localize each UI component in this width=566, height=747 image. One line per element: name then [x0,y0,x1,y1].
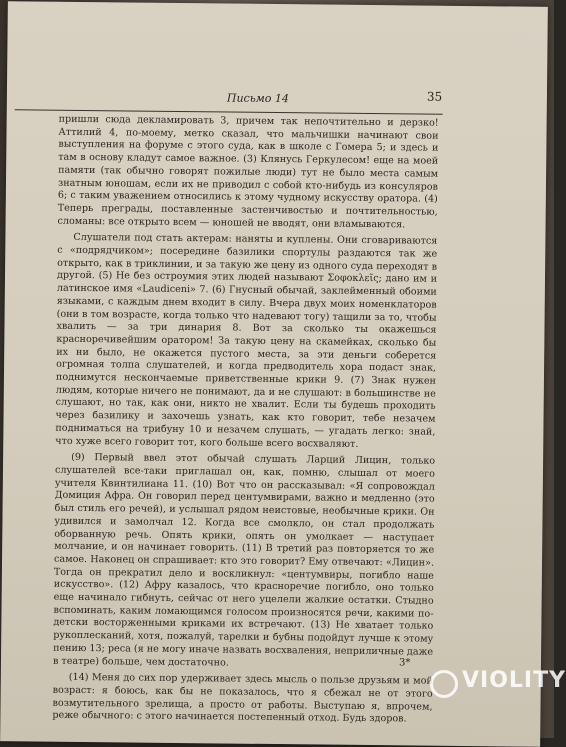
paragraph: пришли сюда декламировать 3, причем так непочтительно и дерзко! Аттилий 4, по-моему, метко сказал, что мальчишки начинают свои выступления на форуме с этого суда, как в школе с Гомера 5; и здесь и там в основу кладут самое важное. (3) Клянусь Геркулесом! еще на моей памяти (так обычно говорят пожилые люди) тут не было места самым знатным юношам, если их не приводил с собой кто-нибудь из консуляров 6; с таким уважением относились к этому чудному искусству оратора. (4) Теперь преграды, поставленные застенчивостью и почтительностью, сломаны: все открыто всем — юношей не вводят, они вламываются. [57,113,439,230]
watermark-logo-icon [430,670,458,698]
header-title: Письмо 14 [226,91,290,106]
body-text [52,114,438,727]
book-page [0,1,548,747]
watermark [430,664,566,704]
paragraph: (9) Первый ввел этот обычай слушать Ларций Лицин, только слушателей все-таки приглашал он, как, помню, слышал от моего учителя Квинтилиана 11. (10) Вот что он рассказывал: «Я сопровождал Домиция Афра. Он говорил перед центумвирами, важно и медленно (это был стиль его речей), и услышал рядом неистовые, необычные крики. Он удивился и замолчал 12. Когда все смолкло, он стал продолжать оборванную речь. Опять крики, опять он умолкает — наступает молчание, и он начинает говорить. (11) В третий раз повторяется то же самое. Наконец он спрашивает: кто это говорит? Ему отвечают: «Лицин». Тогда он прекратил дело и воскликнул: «центумвиры, погибло наше искусство». (12) Афру казалось, что красноречие погибло, оно только еще начинало гибнуть, сейчас от него уцелели жалкие остатки. Стыдно вспоминать, каким ломающимся голосом произносятся речи, какими по-детски восторженными криками их встречают. (13) Не хватает только рукоплесканий, хотя, пожалуй, тарелки и бубны подойдут лучше к этому пению 13; реса (я не могу иначе назвать восхваления, неприличные даже в театре) больше, чем достаточно. [52,452,436,669]
paragraph: Слушатели под стать актерам: наняты и куплены. Они сговариваются с «подрядчиком»; посередине базилики спортулы раздаются так же открыто, как в триклинии, и за такую же цену из одного суда переходят в другой. (5) Не без остроумия этих людей называют Σοφοκλεῖς; дано им и латинское имя «Laudiceni» 7. (6) Гнусный обычай, заклейменный обоими языками, с каждым днем входит в силу. Вчера двух моих номенклаторов (они в том возрасте, когда только что надевают тогу) тащили за то, чтобы хвалить — за три динария 8. Вот за сколько ты окажешься красноречивейшим оратором! За такую цену на скамейках, сколько бы их ни было, не окажется пустого места, за эти деньги соберется огромная толпа слушателей, и когда предводитель хора подаст знак, поднимутся нескончаемые приветственные крики 9. (7) Знак нужен людям, которые ничего не понимают, да и не слушают: в большинстве не слушают, но так, как они, никто не хвалит. Если ты будешь проходить через базилику и захочешь узнать, как кто говорит, тебе незачем подниматься на трибуну 10 и незачем слушать, — угадать легко: знай, что хуже всего говорит тот, кого больше всего восхваляют. [55,232,438,450]
page-number: 35 [426,89,443,104]
signature-mark: 3* [398,657,411,669]
running-header [13,83,443,111]
watermark-text: VIOLITY [462,668,566,693]
paragraph: (14) Меня до сих пор удерживает здесь мысль о пользе друзьям и мой возраст: я боюсь, как бы не показалось, что я сбежал не от этого возмутительного зрелища, а просто от работы. Выступаю я, впрочем, реже обычного: с этого начинается постепенный отход. Будь здоров. [52,672,433,725]
